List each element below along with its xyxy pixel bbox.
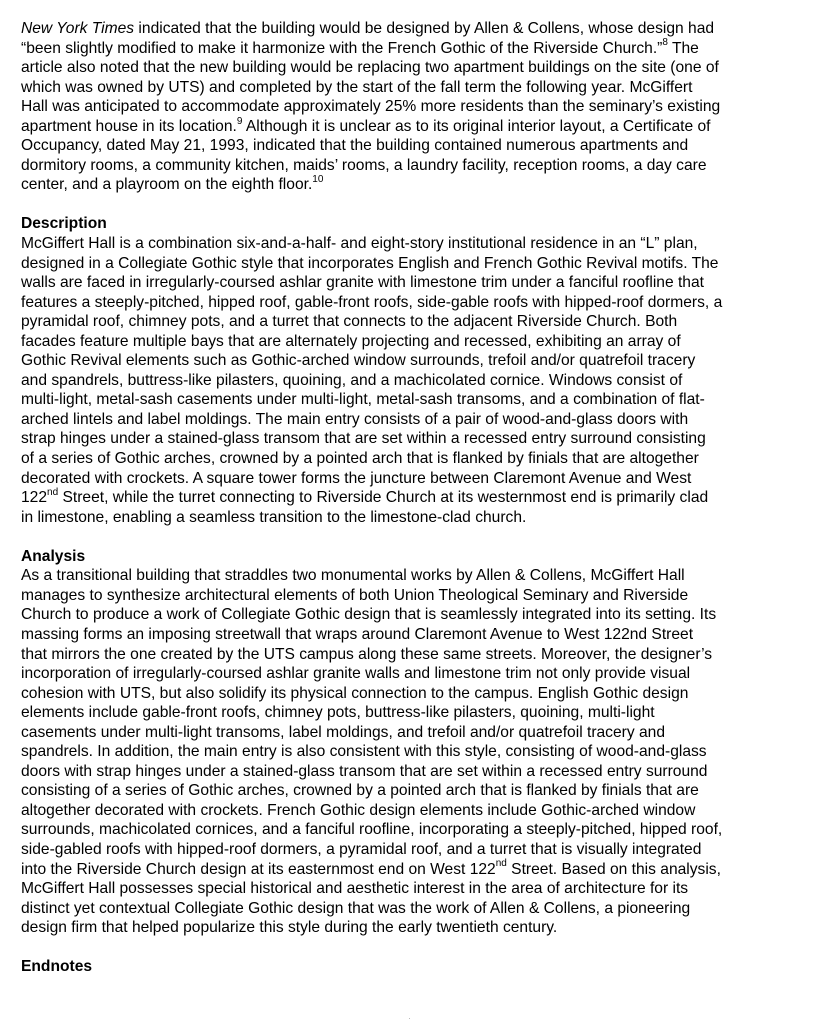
text-line: cohesion with UTS, but also solidify its physical connection to the campus. English Gothic design <box>21 684 689 702</box>
text-line: arched lintels and label moldings. The main entry consists of a pair of wood-and-glass doors with <box>21 410 689 428</box>
text-line: massing forms an imposing streetwall that wraps around Claremont Avenue to West 122nd Street <box>21 625 694 643</box>
text-line: doors with strap hinges under a stained-glass transom that are set within a recessed entry surround <box>21 762 708 780</box>
text-line: apartment house in its location.$^9$ Although it is unclear as to its original interior layout, a Certificate of <box>21 115 711 135</box>
paragraph-spacer <box>21 527 811 547</box>
text-line: Hall was anticipated to accommodate approximately 25% more residents than the seminary’s existing <box>21 98 721 116</box>
text-line: Gothic Revival elements such as Gothic-arched window surrounds, trefoil and/or quatrefoil tracery <box>21 352 696 370</box>
section-heading-endnotes: Endnotes <box>21 958 93 976</box>
text-line: manages to synthesize architectural elements of both Union Theological Seminary and Riverside <box>21 586 689 604</box>
text-line: casements under multi-light transoms, label moldings, and trefoil and/or quatrefoil tracery and <box>21 723 665 741</box>
text-line: that mirrors the one created by the UTS campus along these same streets. Moreover, the designer’s <box>21 645 713 663</box>
text-line: New York Times indicated that the building would be designed by Allen & Collens, whose design had <box>21 20 715 37</box>
document-page <box>21 19 811 977</box>
text-line: into the Riverside Church design at its easternmost end on West 122nd Street. Based on this analysis, <box>21 858 721 878</box>
text-line: distinct yet contextual Collegiate Gothic design that was the work of Allen & Collens, a pioneering <box>21 899 691 917</box>
text-line: and spandrels, buttress-like pilasters, quoining, and a machicolated cornice. Windows consist of <box>21 371 683 389</box>
text-line: features a steeply-pitched, hipped roof, gable-front roofs, side-gable roofs with hipped-roof dormers, a <box>21 293 723 311</box>
text-line: surrounds, machicolated cornices, and a fanciful roofline, incorporating a steeply-pitched, hipped roof, <box>21 821 723 839</box>
text-line: dormitory rooms, a community kitchen, maids’ rooms, a laundry facility, reception rooms, a day care <box>21 156 707 174</box>
text-line: walls are faced in irregularly-coursed ashlar granite with limestone trim under a fanciful roofline that <box>21 274 704 292</box>
text-line: article also noted that the new building would be replacing two apartment buildings on the site (one of <box>21 59 719 77</box>
ordinal-suffix: nd <box>495 858 507 870</box>
text-line: decorated with crockets. A square tower forms the juncture between Claremont Avenue and West <box>21 469 692 487</box>
intro-paragraph <box>21 19 811 195</box>
text-line: incorporation of irregularly-coursed ashlar granite walls and limestone trim not only provide visual <box>21 665 691 683</box>
text-line: design firm that helped popularize this style during the early twentieth century. <box>21 919 558 937</box>
text-line: 122nd Street, while the turret connecting to Riverside Church at its westernmost end is primarily clad <box>21 486 709 507</box>
text-line: Occupancy, dated May 21, 1993, indicated that the building contained numerous apartments and <box>21 137 689 155</box>
section-heading-description: Description <box>21 215 107 233</box>
endnote-ref[interactable]: 9 <box>236 115 243 127</box>
text-line: strap hinges under a stained-glass transom that are set within a recessed entry surround consisting <box>21 430 706 448</box>
text-line: As a transitional building that straddles two monumental works by Allen & Collens, McGiffert Hall <box>21 567 685 585</box>
text-line: McGiffert Hall is a combination six-and-a-half- and eight-story institutional residence in an “L” plan, <box>21 235 698 253</box>
endnote-ref[interactable]: 10 <box>312 174 324 186</box>
text-line: in limestone, enabling a seamless transition to the limestone-clad church. <box>21 508 527 526</box>
publication-title: New York Times <box>21 20 135 37</box>
paragraph-spacer <box>21 195 811 215</box>
text-line: McGiffert Hall possesses special historical and aesthetic interest in the area of architecture for its <box>21 880 689 898</box>
description-paragraph <box>21 234 811 527</box>
paragraph-spacer <box>21 938 811 958</box>
text-line: “been slightly modified to make it harmonize with the French Gothic of the Riverside Church.”$^8$ The <box>21 37 699 57</box>
text-line: which was owned by UTS) and completed by the start of the fall term the following year. McGiffert <box>21 78 693 96</box>
analysis-paragraph <box>21 566 811 937</box>
text-line: altogether decorated with crockets. French Gothic design elements include Gothic-arched window <box>21 801 696 819</box>
endnote-ref[interactable]: 8 <box>662 37 668 49</box>
text-line: of a series of Gothic arches, crowned by a pointed arch that is flanked by finials that are altogether <box>21 450 699 468</box>
text-line: center, and a playroom on the eighth floor.$^{10}$ <box>21 174 324 194</box>
text-line: spandrels. In addition, the main entry is also consistent with this style, consisting of wood-and-glass <box>21 743 707 761</box>
description-section <box>21 214 811 527</box>
text-line: elements include gable-front roofs, chimney pots, buttress-like pilasters, quoining, multi-light <box>21 704 655 722</box>
text-line: facades feature multiple bays that are alternately projecting and recessed, exhibiting an array of <box>21 332 681 350</box>
text-line: side-gabled roofs with hipped-roof dormers, a pyramidal roof, and a turret that is visually integrated <box>21 840 702 858</box>
ordinal-suffix: nd <box>47 486 59 498</box>
endnotes-section <box>21 957 811 977</box>
text-line: pyramidal roof, chimney pots, and a turret that connects to the adjacent Riverside Church. Both <box>21 313 678 331</box>
text-line: multi-light, metal-sash casements under multi-light, metal-sash transoms, and a combination of flat- <box>21 391 705 409</box>
page-speck <box>409 1018 410 1019</box>
section-heading-analysis: Analysis <box>21 547 86 565</box>
text-line: designed in a Collegiate Gothic style that incorporates English and French Gothic Revival motifs. The <box>21 254 719 272</box>
analysis-section <box>21 547 811 938</box>
text-line: Church to produce a work of Collegiate Gothic design that is seamlessly integrated into its setting. Its <box>21 606 717 624</box>
text-line: consisting of a series of Gothic arches, crowned by a pointed arch that is flanked by finials that are <box>21 782 699 800</box>
